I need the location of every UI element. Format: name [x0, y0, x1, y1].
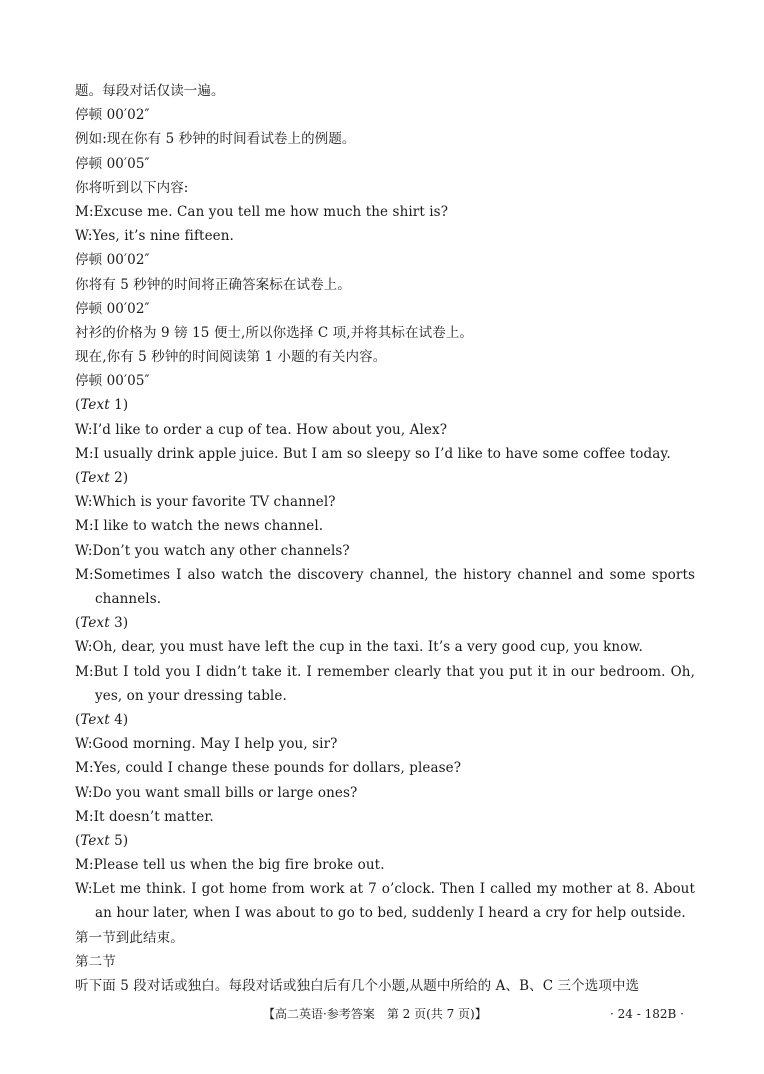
- dialog-line: W:Good morning. May I help you, sir?: [75, 736, 338, 753]
- dialog-line: W:Do you want small bills or large ones?: [75, 784, 358, 801]
- speaker-tag: W: [75, 494, 88, 511]
- transcript-line: 衬衫的价格为 9 镑 15 便士,所以你选择 C 项,并将其标在试卷上。: [75, 324, 474, 341]
- speaker-tag: M: [75, 445, 89, 462]
- footer-code: · 24 - 182B ·: [610, 1007, 684, 1021]
- text-section-label: (Text 1): [75, 397, 129, 414]
- speaker-tag: M: [75, 518, 89, 535]
- footer-title: 【高二英语·参考答案 第 2 页(共 7 页)】: [263, 1007, 487, 1021]
- text-label-number: 5: [109, 832, 123, 849]
- dialog-line: M:It doesn’t matter.: [75, 808, 214, 825]
- text-label-number: 3: [109, 615, 123, 632]
- text-label-word: Text: [80, 832, 110, 849]
- speaker-tag: W: [75, 542, 88, 559]
- transcript-line: 现在,你有 5 秒钟的时间阅读第 1 小题的有关内容。: [75, 349, 387, 366]
- text-section-label: (Text 3): [75, 615, 129, 632]
- dialog-text: Oh, dear, you must have left the cup in the taxi. It’s a very good cup, you know.: [92, 639, 643, 656]
- dialog-text: I like to watch the news channel.: [93, 518, 324, 535]
- dialog-text: Yes, it’s nine fifteen.: [92, 228, 234, 245]
- speaker-tag: M: [75, 857, 89, 874]
- transcript-page: [75, 79, 695, 998]
- dialog-text: But I told you I didn’t take it. I remember clearly that you put it in our bedroom. Oh, yes, on your dressing table.: [93, 663, 695, 704]
- speaker-tag: M: [75, 203, 89, 220]
- transcript-line: 停顿 00′02″: [75, 300, 150, 317]
- speaker-tag: W: [75, 736, 88, 753]
- dialog-text: Please tell us when the big fire broke out.: [93, 857, 385, 874]
- dialog-text: Excuse me. Can you tell me how much the shirt is?: [93, 203, 449, 220]
- transcript-line: 第一节到此结束。: [75, 929, 184, 946]
- text-section-label: (Text 2): [75, 470, 129, 486]
- dialog-text: Good morning. May I help you, sir?: [92, 736, 338, 753]
- dialog-text: I usually drink apple juice. But I am so sleepy so I’d like to have some coffee today.: [93, 445, 671, 462]
- speaker-tag: M: [75, 566, 89, 583]
- dialog-line: W:Yes, it’s nine fifteen.: [75, 228, 234, 245]
- speaker-tag: M: [75, 760, 89, 777]
- transcript-line: 停顿 00′05″: [75, 373, 150, 390]
- speaker-tag: W: [75, 784, 88, 801]
- dialog-line: M:I like to watch the news channel.: [75, 518, 324, 535]
- transcript-line: 第二节: [75, 953, 116, 970]
- transcript-line: 你将听到以下内容:: [75, 179, 189, 196]
- speaker-tag: M: [75, 808, 89, 825]
- dialog-line: M:Please tell us when the big fire broke out.: [75, 857, 385, 874]
- transcript-line: 停顿 00′02″: [75, 252, 150, 269]
- dialog-line: M:Excuse me. Can you tell me how much the shirt is?: [75, 203, 449, 220]
- transcript-line: 例如:现在你有 5 秒钟的时间看试卷上的例题。: [75, 131, 356, 148]
- text-label-number: 4: [109, 711, 123, 728]
- transcript-line: 停顿 00′02″: [75, 107, 150, 124]
- dialog-line: M:But I told you I didn’t take it. I remember clearly that you put it in our bedroom. Oh, yes, on your dressing table.: [75, 663, 695, 704]
- dialog-text: Sometimes I also watch the discovery channel, the history channel and some sports channels.: [93, 566, 695, 607]
- speaker-tag: W: [75, 639, 88, 656]
- dialog-line: W:I’d like to order a cup of tea. How about you, Alex?: [75, 421, 448, 438]
- text-section-label: (Text 4): [75, 711, 129, 728]
- page-footer: [0, 1004, 764, 1024]
- transcript-line: 题。每段对话仅读一遍。: [75, 83, 225, 99]
- text-label-word: Text: [80, 397, 110, 414]
- text-label-word: Text: [80, 711, 110, 728]
- dialog-text: Yes, could I change these pounds for dollars, please?: [93, 760, 462, 777]
- dialog-line: W:Don’t you watch any other channels?: [75, 542, 350, 559]
- text-label-number: 2: [109, 470, 123, 486]
- transcript-line: 你将有 5 秒钟的时间将正确答案标在试卷上。: [75, 276, 351, 293]
- dialog-text: I’d like to order a cup of tea. How about you, Alex?: [92, 421, 448, 438]
- text-section-label: (Text 5): [75, 832, 129, 849]
- text-label-number: 1: [109, 397, 123, 414]
- speaker-tag: W: [75, 881, 88, 898]
- text-label-word: Text: [80, 470, 110, 486]
- dialog-text: Don’t you watch any other channels?: [92, 542, 350, 559]
- dialog-line: W:Which is your favorite TV channel?: [75, 494, 336, 511]
- dialog-text: It doesn’t matter.: [93, 808, 214, 825]
- dialog-line: M:I usually drink apple juice. But I am so sleepy so I’d like to have some coffee today.: [75, 445, 671, 462]
- dialog-text: Which is your favorite TV channel?: [92, 494, 336, 511]
- dialog-line: W:Oh, dear, you must have left the cup in the taxi. It’s a very good cup, you know.: [75, 639, 643, 656]
- dialog-line: W:Let me think. I got home from work at 7 o’clock. Then I called my mother at 8. About an hour later, when I was about to go to bed, suddenly I heard a cry for help outside.: [75, 881, 695, 922]
- dialog-line: M:Yes, could I change these pounds for dollars, please?: [75, 760, 462, 777]
- speaker-tag: W: [75, 228, 88, 245]
- dialog-text: Let me think. I got home from work at 7 o’clock. Then I called my mother at 8. About an hour later, when I was about to go to bed, suddenly I heard a cry for help outside.: [92, 881, 695, 922]
- transcript-line: 听下面 5 段对话或独白。每段对话或独白后有几个小题,从题中所给的 A、B、C 三个选项中选: [75, 978, 640, 995]
- dialog-line: M:Sometimes I also watch the discovery channel, the history channel and some sports channels.: [75, 566, 695, 607]
- speaker-tag: M: [75, 663, 89, 680]
- speaker-tag: W: [75, 421, 88, 438]
- dialog-text: Do you want small bills or large ones?: [92, 784, 358, 801]
- text-label-word: Text: [80, 615, 110, 632]
- transcript-line: 停顿 00′05″: [75, 155, 150, 172]
